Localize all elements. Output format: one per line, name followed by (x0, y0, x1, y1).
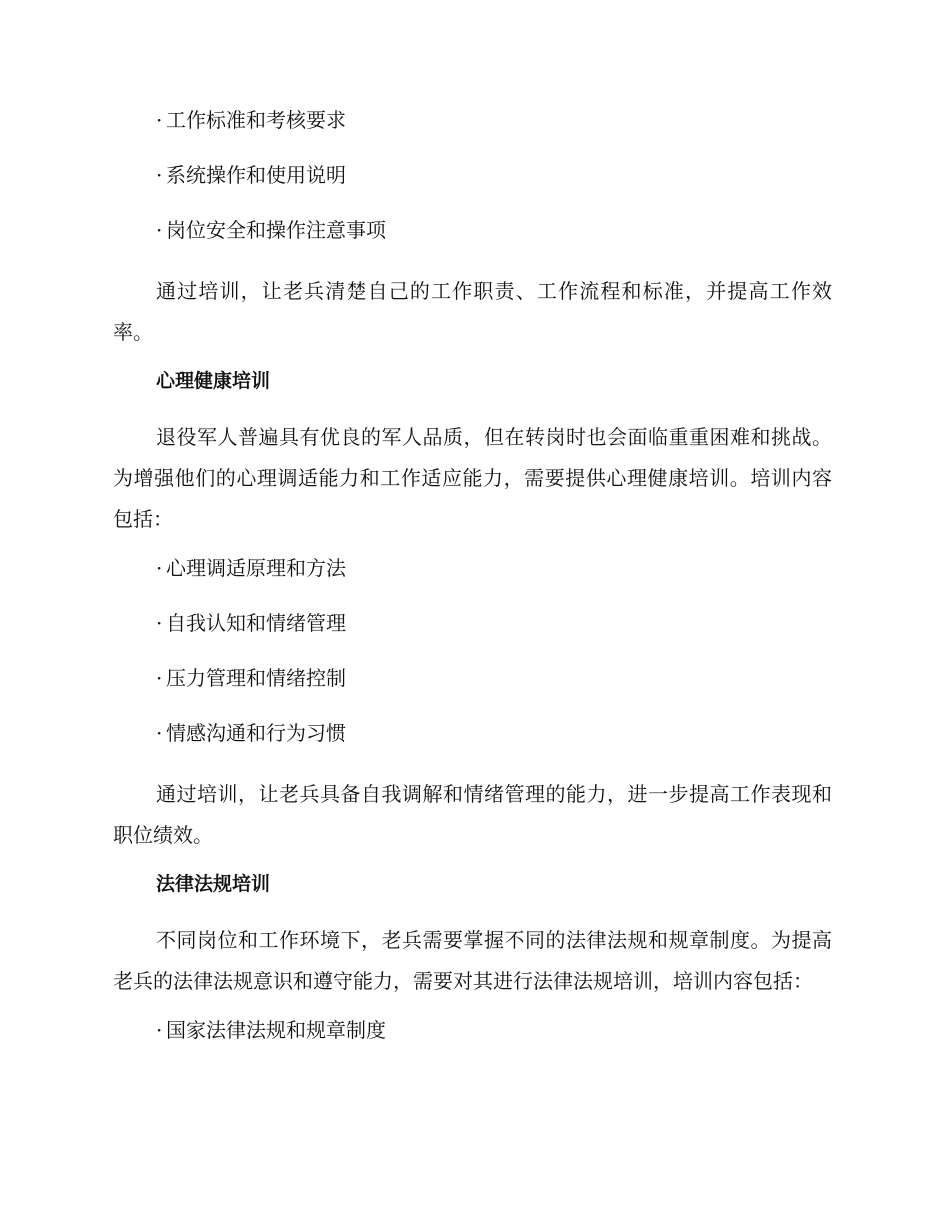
bullet-text: 岗位安全和操作注意事项 (166, 218, 386, 242)
bullet-item (113, 609, 832, 637)
bullet-dot: · (156, 721, 163, 745)
paragraph: 通过培训，让老兵清楚自己的工作职责、工作流程和标准，并提高工作效率。 (113, 279, 832, 344)
bullet-item (113, 554, 832, 582)
bullet-dot: · (156, 163, 163, 187)
bullet-item (113, 161, 832, 189)
paragraph: 退役军人普遍具有优良的军人品质，但在转岗时也会面临重重困难和挑战。为增强他们的心理调适能力和工作适应能力，需要提供心理健康培训。培训内容包括： (113, 425, 832, 531)
bullet-text: 心理调适原理和方法 (166, 556, 346, 580)
bullet-item (113, 106, 832, 134)
bullet-text: 工作标准和考核要求 (166, 108, 346, 132)
bullet-text: 系统操作和使用说明 (166, 163, 346, 187)
bullet-item (113, 1016, 832, 1044)
bullet-text: 压力管理和情绪控制 (166, 666, 346, 690)
section-heading: 法律法规培训 (156, 873, 271, 895)
bullet-dot: · (156, 666, 163, 690)
bullet-dot: · (156, 108, 163, 132)
bullet-item (113, 216, 832, 244)
paragraph: 通过培训，让老兵具备自我调解和情绪管理的能力，进一步提高工作表现和职位绩效。 (113, 782, 832, 847)
bullet-dot: · (156, 218, 163, 242)
bullet-text: 情感沟通和行为习惯 (166, 721, 346, 745)
bullet-text: 自我认知和情绪管理 (166, 611, 346, 635)
bullet-dot: · (156, 556, 163, 580)
bullet-text: 国家法律法规和规章制度 (166, 1018, 386, 1042)
bullet-item (113, 664, 832, 692)
section-heading: 心理健康培训 (156, 370, 271, 392)
paragraph: 不同岗位和工作环境下，老兵需要掌握不同的法律法规和规章制度。为提高老兵的法律法规意识和遵守能力，需要对其进行法律法规培训，培训内容包括： (113, 928, 832, 993)
bullet-dot: · (156, 611, 163, 635)
bullet-item (113, 719, 832, 747)
bullet-dot: · (156, 1018, 163, 1042)
